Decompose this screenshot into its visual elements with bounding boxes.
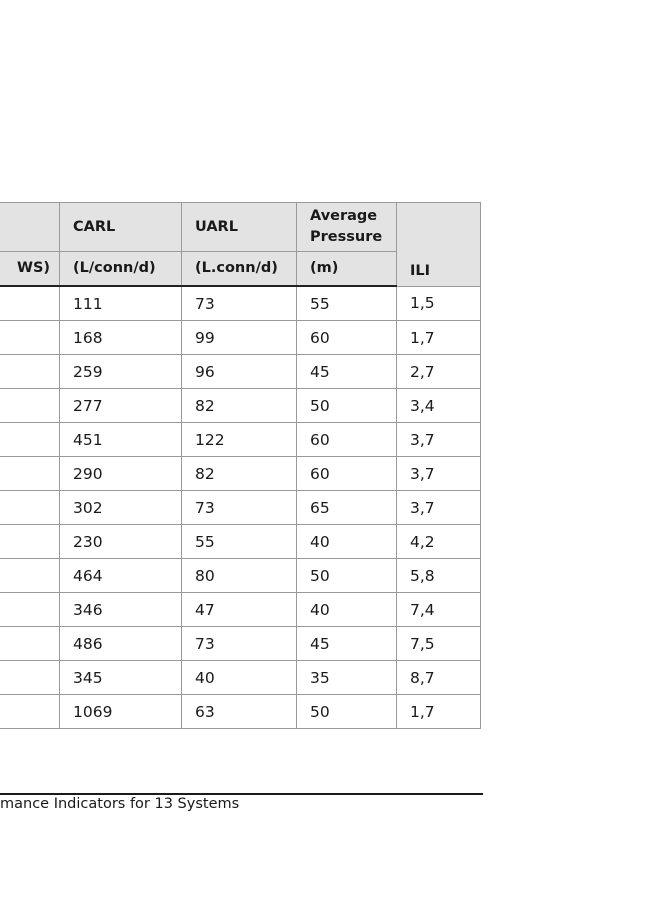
table-row	[0, 286, 481, 321]
ili-cell: 3,7	[397, 423, 481, 457]
ili-cell: 3,4	[397, 389, 481, 423]
uarl-cell: 82	[182, 457, 297, 491]
caption-rule	[0, 793, 483, 795]
table-caption: mance Indicators for 13 Systems	[0, 796, 240, 812]
table-body	[0, 286, 481, 729]
pressure-cell: 45	[297, 355, 397, 389]
pressure-cell: 50	[297, 389, 397, 423]
uarl-cell: 40	[182, 661, 297, 695]
uarl-cell: 73	[182, 627, 297, 661]
pressure-cell: 55	[297, 286, 397, 321]
pressure-cell: 60	[297, 321, 397, 355]
table-row	[0, 593, 481, 627]
arl-cell	[0, 286, 60, 321]
arl-cell	[0, 423, 60, 457]
carl-cell: 302	[60, 491, 182, 525]
carl-cell: 486	[60, 627, 182, 661]
carl-cell: 230	[60, 525, 182, 559]
table-row	[0, 423, 481, 457]
ili-cell: 5,8	[397, 559, 481, 593]
carl-cell: 1069	[60, 695, 182, 729]
ili-cell: 1,7	[397, 321, 481, 355]
unit-carl: (L/conn/d)	[60, 252, 182, 287]
uarl-cell: 122	[182, 423, 297, 457]
ili-cell: 3,7	[397, 491, 481, 525]
carl-cell: 290	[60, 457, 182, 491]
uarl-cell: 73	[182, 286, 297, 321]
table-row	[0, 695, 481, 729]
uarl-cell: 82	[182, 389, 297, 423]
carl-cell: 464	[60, 559, 182, 593]
ili-cell: 8,7	[397, 661, 481, 695]
uarl-cell: 80	[182, 559, 297, 593]
header-uarl: UARL	[182, 203, 297, 252]
ili-cell: 7,5	[397, 627, 481, 661]
uarl-cell: 96	[182, 355, 297, 389]
carl-cell: 346	[60, 593, 182, 627]
arl-cell	[0, 355, 60, 389]
arl-cell	[0, 695, 60, 729]
carl-cell: 259	[60, 355, 182, 389]
unit-arl: WS)	[0, 252, 60, 287]
table-row	[0, 457, 481, 491]
carl-cell: 277	[60, 389, 182, 423]
unit-pressure: (m)	[297, 252, 397, 287]
unit-uarl: (L.conn/d)	[182, 252, 297, 287]
uarl-cell: 63	[182, 695, 297, 729]
table-row	[0, 627, 481, 661]
arl-cell	[0, 627, 60, 661]
pressure-cell: 65	[297, 491, 397, 525]
header-row-names	[0, 203, 481, 252]
pressure-cell: 60	[297, 457, 397, 491]
carl-cell: 111	[60, 286, 182, 321]
ili-cell: 2,7	[397, 355, 481, 389]
pressure-cell: 35	[297, 661, 397, 695]
table-row	[0, 355, 481, 389]
table-row	[0, 661, 481, 695]
carl-cell: 168	[60, 321, 182, 355]
arl-cell	[0, 321, 60, 355]
arl-cell	[0, 525, 60, 559]
pressure-cell: 45	[297, 627, 397, 661]
carl-cell: 345	[60, 661, 182, 695]
ili-cell: 3,7	[397, 457, 481, 491]
arl-cell	[0, 389, 60, 423]
arl-cell	[0, 593, 60, 627]
ili-cell: 4,2	[397, 525, 481, 559]
arl-cell	[0, 457, 60, 491]
ili-cell: 1,5	[397, 286, 481, 321]
arl-cell	[0, 661, 60, 695]
arl-cell	[0, 491, 60, 525]
uarl-cell: 73	[182, 491, 297, 525]
pressure-cell: 50	[297, 695, 397, 729]
table-row	[0, 559, 481, 593]
header-carl: CARL	[60, 203, 182, 252]
table-row	[0, 491, 481, 525]
uarl-cell: 99	[182, 321, 297, 355]
arl-cell	[0, 559, 60, 593]
uarl-cell: 47	[182, 593, 297, 627]
ili-cell: 7,4	[397, 593, 481, 627]
table-row	[0, 389, 481, 423]
pressure-cell: 60	[297, 423, 397, 457]
carl-cell: 451	[60, 423, 182, 457]
table-row	[0, 525, 481, 559]
pressure-cell: 40	[297, 525, 397, 559]
header-ili: ILI	[397, 203, 481, 287]
pressure-cell: 50	[297, 559, 397, 593]
performance-table	[0, 202, 481, 729]
pressure-cell: 40	[297, 593, 397, 627]
table-row	[0, 321, 481, 355]
header-arl	[0, 203, 60, 252]
ili-cell: 1,7	[397, 695, 481, 729]
uarl-cell: 55	[182, 525, 297, 559]
header-average-pressure: Average Pressure	[297, 203, 397, 252]
